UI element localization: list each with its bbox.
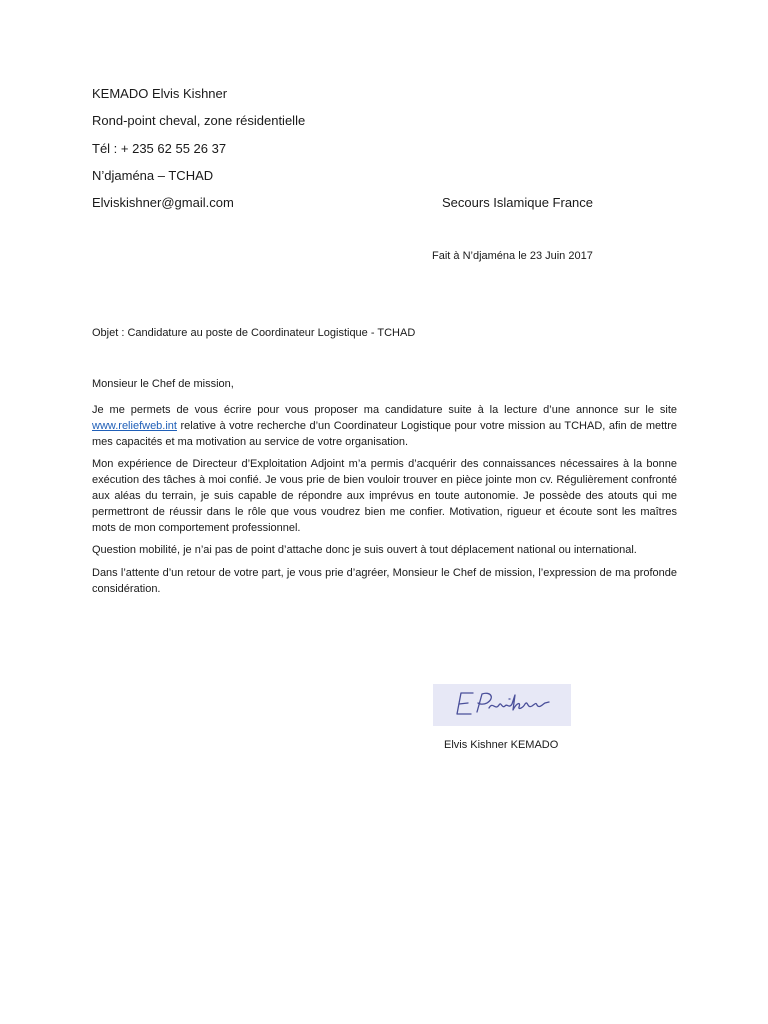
paragraph-experience: Mon expérience de Directeur d’Exploitation Adjoint m’a permis d’acquérir des connaissances nécessaires à la bonne exécution des tâches à moi confié. Je vous prie de bien vouloir trouver en pièce jointe mon cv. Régulièrement confronté aux aléas du terrain, je suis capable de répondre aux imprévus en toute autonomie. Je possède des atouts qui me permettront de réussir dans le rôle que vous voudrez bien me confier. Motivation, rigueur et écoute sont les maîtres mots de mon comportement professionnel. [92, 458, 677, 534]
sender-name: KEMADO Elvis Kishner [92, 86, 228, 101]
recipient-organization: Secours Islamique France [442, 195, 594, 210]
paragraph-closing: Dans l’attente d’un retour de votre part, je vous prie d’agréer, Monsieur le Chef de mission, l’expression de ma profonde considération. [92, 567, 677, 595]
handwritten-signature [433, 684, 571, 726]
paragraph-mobility: Question mobilité, je n’ai pas de point d’attache donc je suis ouvert à tout déplacement national ou international. [92, 544, 637, 557]
signatory-name: Elvis Kishner KEMADO [444, 739, 559, 751]
sender-address: Rond-point cheval, zone résidentielle [92, 113, 306, 128]
sender-phone: Tél : + 235 62 55 26 37 [92, 141, 227, 156]
salutation: Monsieur le Chef de mission, [92, 378, 234, 390]
sender-email: Elviskishner@gmail.com [92, 195, 234, 210]
paragraph-intro-start: Je me permets de vous écrire pour vous proposer ma candidature suite à la lecture d’une annonce sur le site [92, 404, 677, 416]
place-and-date: Fait à N’djaména le 23 Juin 2017 [432, 250, 593, 262]
sender-city: N’djaména – TCHAD [92, 168, 214, 183]
subject-line: Objet : Candidature au poste de Coordinateur Logistique - TCHAD [92, 327, 416, 339]
paragraph-intro-end: relative à votre recherche d’un Coordinateur Logistique pour votre mission au TCHAD, afin de mettre mes capacités et ma motivation au service de votre organisation. [92, 419, 677, 448]
letter-body [92, 403, 677, 605]
paragraph-intro [92, 403, 677, 450]
signature-drawing [433, 684, 571, 726]
reliefweb-link[interactable]: www.reliefweb.int [92, 419, 177, 432]
